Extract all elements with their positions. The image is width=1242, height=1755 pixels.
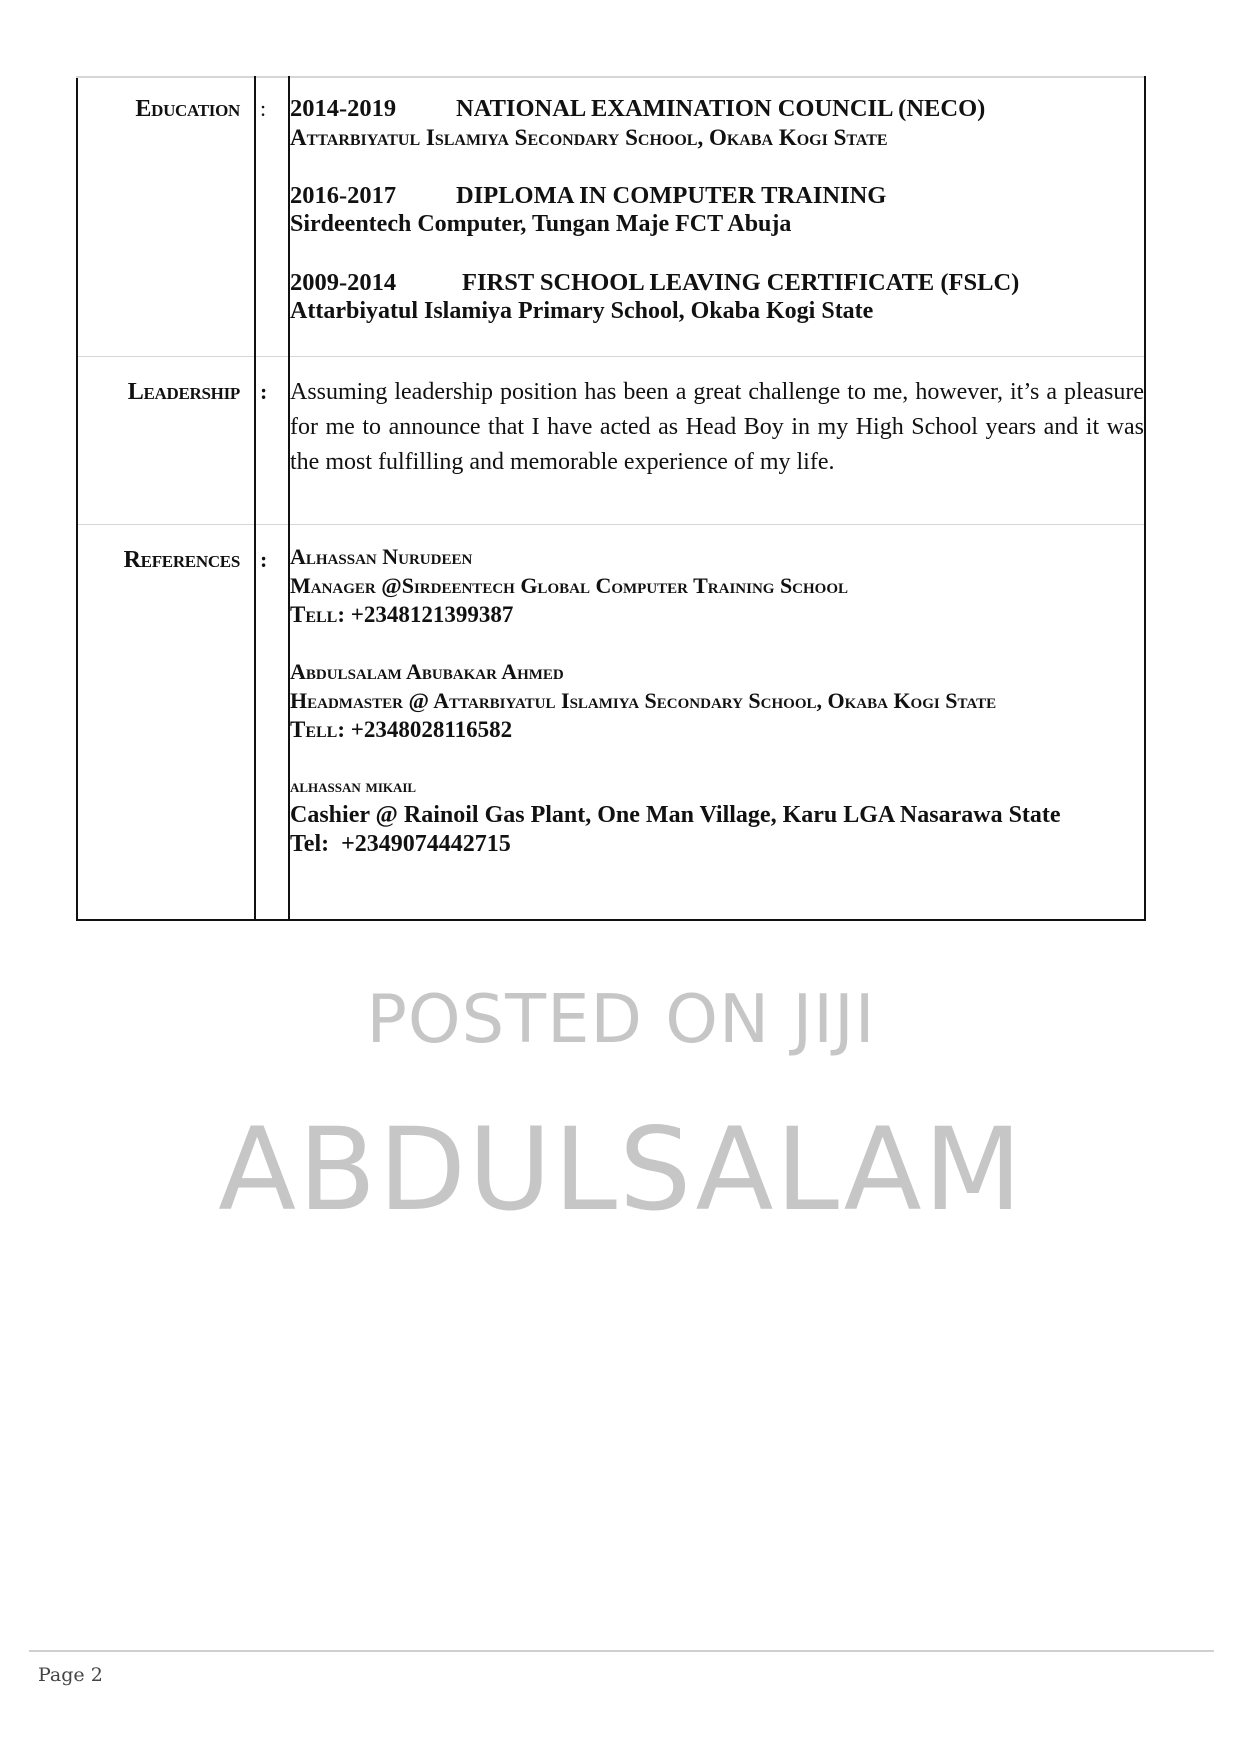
reference-name: Alhassan Nurudeen	[290, 544, 473, 569]
leadership-colon: :	[260, 379, 268, 404]
education-entry-institution: Attarbiyatul Islamiya Secondary School, Okaba Kogi State	[290, 125, 888, 150]
education-entry	[290, 94, 1144, 153]
reference-item	[290, 773, 1144, 859]
education-label: Education	[135, 96, 240, 122]
reference-name: alhassan mikail	[290, 776, 417, 797]
education-entry-title: NATIONAL EXAMINATION COUNCIL (NECO)	[456, 95, 986, 122]
education-content	[289, 77, 1145, 357]
watermark-posted-on: POSTED ON JIJI	[366, 980, 876, 1058]
leadership-label: Leadership	[127, 379, 240, 405]
reference-item	[290, 543, 1144, 629]
references-row	[77, 525, 1145, 921]
references-colon-cell	[255, 525, 289, 921]
education-colon: :	[260, 96, 267, 121]
references-colon: :	[260, 547, 268, 572]
reference-phone: Tell: +2348121399387	[290, 602, 514, 627]
education-entry-title: FIRST SCHOOL LEAVING CERTIFICATE (FSLC)	[462, 269, 1020, 296]
leadership-row	[77, 357, 1145, 525]
leadership-text: Assuming leadership position has been a great challenge to me, however, it’s a pleasure for me to announce that I have acted as Head Boy in my High School years and it was the most fulfilling and memorable experience of my life.	[290, 379, 1144, 475]
education-entry-years: 2014-2019	[290, 95, 397, 122]
leadership-label-cell	[77, 357, 255, 525]
reference-role: Headmaster @ Attarbiyatul Islamiya Secondary School, Okaba Kogi State	[290, 688, 997, 713]
references-label-cell	[77, 525, 255, 921]
reference-phone: Tel: +2349074442715	[290, 831, 511, 857]
education-entry	[290, 181, 1144, 239]
education-label-cell	[77, 77, 255, 357]
reference-phone: Tell: +2348028116582	[290, 717, 513, 742]
education-colon-cell	[255, 77, 289, 357]
education-row	[77, 77, 1145, 357]
references-content	[289, 525, 1145, 921]
footer-divider	[29, 1650, 1214, 1652]
leadership-content	[289, 357, 1145, 525]
reference-role: Cashier @ Rainoil Gas Plant, One Man Village, Karu LGA Nasarawa State	[290, 802, 1061, 828]
leadership-colon-cell	[255, 357, 289, 525]
education-entry-title: DIPLOMA IN COMPUTER TRAINING	[456, 182, 887, 209]
cv-table	[76, 76, 1146, 921]
education-entry-heading	[290, 94, 1144, 123]
education-entry-institution: Attarbiyatul Islamiya Primary School, Okaba Kogi State	[290, 298, 874, 324]
education-entry-institution: Sirdeentech Computer, Tungan Maje FCT Abuja	[290, 211, 792, 237]
reference-role: Manager @Sirdeentech Global Computer Training School	[290, 573, 849, 598]
reference-name: Abdulsalam Abubakar Ahmed	[290, 659, 564, 684]
education-entry-years: 2016-2017	[290, 182, 397, 209]
page-number: Page 2	[38, 1664, 103, 1686]
education-entry-years: 2009-2014	[290, 269, 397, 296]
reference-item	[290, 658, 1144, 744]
watermark-name: ABDULSALAM	[218, 1103, 1024, 1236]
references-label: References	[123, 547, 240, 573]
education-entry-heading	[290, 268, 1144, 297]
education-entry-heading	[290, 181, 1144, 210]
education-entry	[290, 268, 1144, 326]
